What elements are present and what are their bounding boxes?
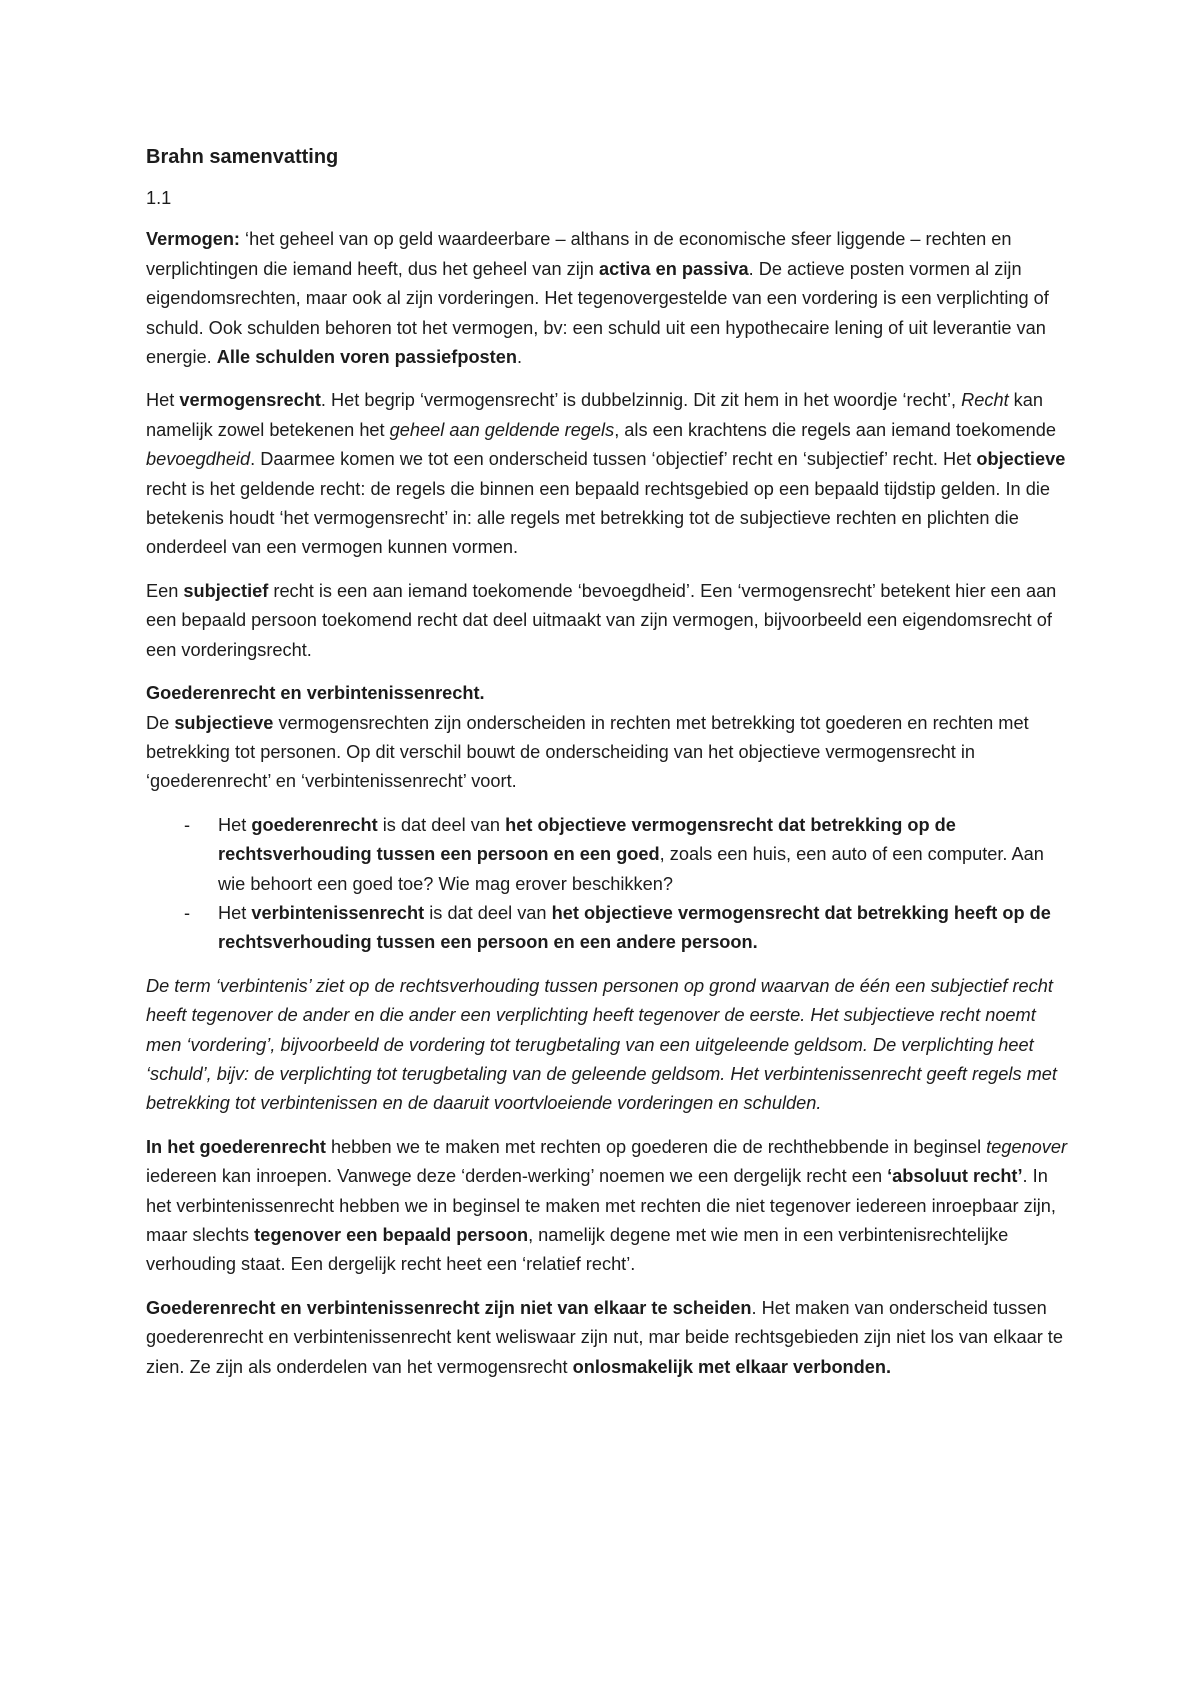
term-vermogen: Vermogen: bbox=[146, 229, 240, 250]
definition-list bbox=[146, 811, 1076, 958]
text-run: is dat deel van bbox=[424, 902, 552, 923]
text-run: Een bbox=[146, 580, 184, 601]
text-run: . De actieve posten vormen al zijn eigendomsrechten, maar ook al zijn vorderingen. Het tegenovergestelde van een vordering is een verplichting of schuld. Ook schulden behoren tot het vermogen, bv: een schuld uit een hypothecaire lening of uit leverantie van energie. bbox=[146, 258, 1049, 368]
text-run: hebben we te maken met rechten op goederen die de rechthebbende in beginsel bbox=[325, 1136, 987, 1157]
text-run: is dat deel van bbox=[377, 814, 506, 835]
text-run: . Het maken van onderscheid tussen goederenrecht en verbintenissenrecht kent weliswaar zijn nut, mar beide rechtsgebieden zijn niet los van elkaar te zien. Ze zijn als onderdelen van het vermogensrecht bbox=[146, 1297, 1063, 1377]
text-run: De bbox=[146, 712, 175, 733]
text-run: . Het begrip ‘vermogensrecht’ is dubbelzinnig. Dit zit hem in het woordje ‘recht’, bbox=[320, 390, 962, 411]
text-run: kan namelijk zowel betekenen het bbox=[146, 390, 1044, 440]
term-subjectief: subjectief bbox=[183, 580, 269, 601]
document-page bbox=[146, 142, 1076, 1396]
text-run: , als een krachtens die regels aan iemand toekomende bbox=[614, 419, 1057, 440]
text-run: Het bbox=[218, 814, 252, 835]
list-item-verbintenissenrecht bbox=[146, 899, 1076, 958]
term-subjectieve: subjectieve bbox=[174, 712, 274, 733]
emphasis-onlosmakelijk: onlosmakelijk met elkaar verbonden. bbox=[572, 1356, 892, 1377]
paragraph-verbintenis-italic: De term ‘verbintenis’ ziet op de rechtsverhouding tussen personen op grond waarvan de één een subjectief recht heeft tegenover de ander en die ander een verplichting heeft tegenover de eerste. Het subjectieve recht noemt men ‘vordering’, bijvoorbeeld de vordering tot terugbetaling van een uitgeleende geldsom. De verplichting heet ‘schuld’, bijv: de verplichting tot terugbetaling van de geleende geldsom. Het verbintenissenrecht geeft regels met betrekking tot verbintenissen en de daaruit voortvloeiende vorderingen en schulden. bbox=[146, 975, 1057, 1114]
dash-bullet: - bbox=[184, 902, 191, 923]
term-recht: Recht bbox=[961, 390, 1009, 411]
term-geheel-regels: geheel aan geldende regels bbox=[389, 419, 615, 440]
term-goederenrecht: goederenrecht bbox=[251, 814, 378, 835]
term-absoluut-recht: ‘absoluut recht’ bbox=[887, 1166, 1023, 1187]
term-activa-passiva: activa en passiva bbox=[598, 258, 749, 279]
text-run: , namelijk degene met wie men in een verbintenisrechtelijke verhouding staat. Een dergelijk recht heet een ‘relatief recht’. bbox=[146, 1225, 1009, 1275]
term-bevoegdheid: bevoegdheid bbox=[146, 449, 251, 470]
term-bepaald-persoon: tegenover een bepaald persoon bbox=[254, 1225, 529, 1245]
text-run: iedereen kan inroepen. Vanwege deze ‘derden-werking’ noemen we een dergelijk recht een bbox=[146, 1166, 888, 1187]
text-run: recht is een aan iemand toekomende ‘bevoegdheid’. Een ‘vermogensrecht’ betekent hier een aan een bepaald persoon toekomend recht dat deel uitmaakt van zijn vermogen, bijvoorbeeld een eigendomsrecht of een vorderingsrecht. bbox=[146, 580, 1057, 660]
text-run: ‘het geheel van op geld waardeerbare – althans in de economische sfeer liggende – rechten en verplichtingen die iemand heeft, dus het geheel van zijn bbox=[146, 229, 1012, 279]
paragraph-vermogen bbox=[146, 225, 1076, 372]
text-run: . bbox=[516, 347, 523, 368]
paragraph-vermogensrecht bbox=[146, 386, 1076, 562]
section-number: 1.1 bbox=[146, 188, 172, 208]
definition-verbintenissenrecht: het objectieve vermogensrecht dat betrekking heeft op de rechtsverhouding tussen een persoon en een andere persoon. bbox=[218, 902, 1051, 953]
text-run: . Daarmee komen we tot een onderscheid tussen ‘objectief’ recht en ‘subjectief’ recht. Het bbox=[250, 449, 977, 470]
paragraph-subjectief bbox=[146, 577, 1076, 665]
dash-bullet: - bbox=[184, 814, 191, 835]
term-verbintenissenrecht: verbintenissenrecht bbox=[251, 902, 425, 923]
term-tegenover: tegenover bbox=[986, 1136, 1068, 1157]
paragraph-niet-te-scheiden bbox=[146, 1294, 1076, 1382]
text-run: , zoals een huis, een auto of een computer. Aan wie behoort een goed toe? Wie mag erover beschikken? bbox=[218, 844, 1044, 894]
emphasis-passiefposten: Alle schulden voren passiefposten bbox=[216, 347, 517, 368]
paragraph-goederenrecht-verbintenissenrecht bbox=[146, 679, 1076, 797]
text-run: vermogensrechten zijn onderscheiden in rechten met betrekking tot goederen en rechten met betrekking tot personen. Op dit verschil bouwt de onderscheiding van het objectieve vermogensrecht in ‘goederenrecht’ en ‘verbintenissenrecht’ voort. bbox=[146, 712, 1029, 792]
term-objectieve: objectieve bbox=[976, 449, 1066, 470]
text-run: Het bbox=[146, 390, 180, 411]
paragraph-absoluut-relatief bbox=[146, 1133, 1076, 1280]
document-title: Brahn samenvatting bbox=[146, 146, 339, 168]
text-run: recht is het geldende recht: de regels die binnen een bepaald rechtsgebied op een bepaald tijdstip gelden. In die betekenis houdt ‘het vermogensrecht’ in: alle regels met betrekking tot de subjectieve rechten en plichten die onderdeel van een vermogen kunnen vormen. bbox=[146, 478, 1050, 558]
definition-goederenrecht: het objectieve vermogensrecht dat betrekking op de rechtsverhouding tussen een persoon en een goed bbox=[218, 814, 956, 865]
term-vermogensrecht: vermogensrecht bbox=[179, 390, 321, 411]
list-item-goederenrecht bbox=[146, 811, 1076, 899]
text-run: Het bbox=[218, 902, 252, 923]
section-heading: Goederenrecht en verbintenissenrecht. bbox=[146, 683, 485, 704]
term-in-het-goederenrecht: In het goederenrecht bbox=[146, 1136, 326, 1157]
text-run: . In het verbintenissenrecht hebben we in beginsel te maken met rechten die niet tegenover iedereen inroepbaar zijn, maar slechts bbox=[146, 1166, 1056, 1245]
emphasis-niet-te-scheiden: Goederenrecht en verbintenissenrecht zijn niet van elkaar te scheiden bbox=[146, 1297, 752, 1318]
